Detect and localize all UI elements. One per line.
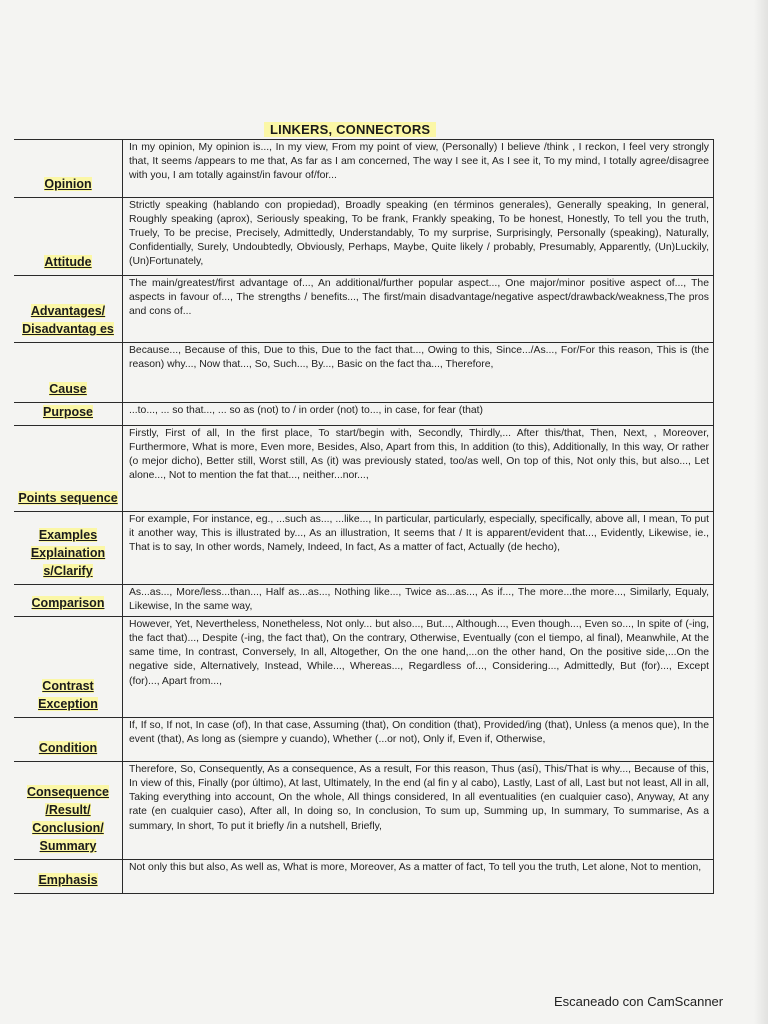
scanner-watermark: Escaneado con CamScanner <box>554 994 724 1009</box>
table-row <box>14 718 714 762</box>
linkers-table <box>14 139 714 894</box>
category-cell <box>14 860 123 894</box>
category-cell <box>14 198 123 276</box>
connectors-cell: However, Yet, Nevertheless, Nonetheless, Not only... but also..., But..., Although..., Even though..., Even so..., In spite of (-ing, the fact that)..., Despite (-ing, the fact that), On the contrary, Otherwise, Eventually (con el tiempo, al final), Meanwhile, At the same time, In contrast, Conversely, In all, Altogether, On the one hand,...on the other hand, On the positive side,...On the negative side, Alternatively, Instead, While..., Whereas..., Regardless of..., Considering..., Admittedly, But (for)..., Except (for)..., Apart from..., <box>123 617 714 718</box>
category-label: Purpose <box>42 405 93 419</box>
connectors-cell: Not only this but also, As well as, What is more, Moreover, As a matter of fact, To tell you the truth, Let alone, Not to mention, <box>123 860 714 894</box>
table-row <box>14 140 714 198</box>
table-row <box>14 762 714 860</box>
category-label: Attitude <box>44 255 92 269</box>
table-row <box>14 512 714 585</box>
category-cell <box>14 276 123 343</box>
page-title: LINKERS, CONNECTORS <box>264 122 436 137</box>
category-cell <box>14 426 123 512</box>
connectors-cell: As...as..., More/less...than..., Half as...as..., Nothing like..., Twice as...as..., As if..., The more...the more..., Similarly, Equaly, Likewise, In the same way, <box>123 585 714 617</box>
connectors-cell: Firstly, First of all, In the first place, To start/begin with, Secondly, Thirdly,... After this/that, Then, Next, , Moreover, Furthermore, What is more, Even more, Besides, Also, Apart from this, In addition (to this), Additionally, In this way, Or rather (o mejor dicho), Better still, Worst still, As (it) was previously stated, too/as well, On top of this, Not only this, but also..., Let alone..., Not to mention the fat that..., neither...nor..., <box>123 426 714 512</box>
connectors-cell: Because..., Because of this, Due to this, Due to the fact that..., Owing to this, Since.../As..., For/For this reason, This is (the reason) why..., Now that..., So, Such..., By..., Basic on the fact tha..., Therefore, <box>123 343 714 403</box>
category-label: Points sequence <box>18 491 118 505</box>
connectors-cell: In my opinion, My opinion is..., In my view, From my point of view, (Personally) I believe /think , I reckon, I feel very strongly that, It seems /appears to me that, As far as I am concerned, The way I see it, As I see it, To my mind, I totally agree/disagree with you, I am totally against/in favour of/for... <box>123 140 714 198</box>
table-row <box>14 343 714 403</box>
category-cell <box>14 585 123 617</box>
connectors-cell: Therefore, So, Consequently, As a consequence, As a result, For this reason, Thus (así), This/That is why..., Because of this, In view of this, Finally (por último), At last, Ultimately, In the end (al fin y al cabo), Lastly, Last of all, Last but not least, All in all, Taking everything into account, On the whole, All things considered, In all eventualities (en cualquier caso), Anyway, At any rate (en cualquier caso), After all, In doing so, In conclusion, To sum up, Summing up, In summary, To summarise, As a summary, In short, To put it briefly /in a nutshell, Briefly, <box>123 762 714 860</box>
category-label: Examples Explaination s/Clarify <box>30 528 106 578</box>
table-row <box>14 860 714 894</box>
table-row <box>14 403 714 426</box>
category-label: Comparison <box>31 596 105 611</box>
page-edge-shadow <box>754 0 768 1024</box>
category-cell <box>14 718 123 762</box>
category-label: Emphasis <box>38 873 98 888</box>
connectors-cell: If, If so, If not, In case (of), In that case, Assuming (that), On condition (that), Provided/ing (that), Unless (a menos que), In the event (that), As long as (siempre y cuando), Whether (...or not), Only if, Even if, Otherwise, <box>123 718 714 762</box>
category-cell <box>14 140 123 198</box>
connectors-cell: For example, For instance, eg., ...such as..., ...like..., In particular, particularly, especially, specifically, above all, I mean, To put it another way, This is illustrated by..., As an illustration, It seems that / It is apparent/evident that..., Evidently, Likewise, ie., That is to say, In other words, Namely, Indeed, In fact, As a matter of fact, Actually (de hecho), <box>123 512 714 585</box>
category-label: Opinion <box>44 177 92 191</box>
connectors-cell: Strictly speaking (hablando con propiedad), Broadly speaking (en términos generales), Generally speaking, In general, Roughly speaking (aprox), Seriously speaking, To be frank, Frankly speaking, To be honest, Honestly, To tell you the truth, Truely, To be precise, Precisely, Admittedly, Understandably, To my surprise, Surprisingly, Personally (speaking), Naturally, Confidentially, Surely, Undoubtedly, Obviously, Perhaps, Maybe, Quite likely / probably, Presumably, Apparently, (Un)Luckily,(Un)Fortunately, <box>123 198 714 276</box>
table-row <box>14 276 714 343</box>
category-cell <box>14 343 123 403</box>
category-cell <box>14 512 123 585</box>
connectors-cell: The main/greatest/first advantage of..., An additional/further popular aspect..., One major/minor positive aspect of..., The aspects in favour of..., The strengths / benefits..., The first/main disadvantage/negative aspect/drawback/weakness,The pros and cons of... <box>123 276 714 343</box>
category-label: Contrast Exception <box>38 679 98 712</box>
category-label: Condition <box>38 741 98 756</box>
category-label: Consequence /Result/ Conclusion/ Summary <box>27 785 109 854</box>
category-label: Advantages/ Disadvantag es <box>22 304 114 336</box>
table-row <box>14 198 714 276</box>
category-cell <box>14 617 123 718</box>
connectors-cell: ...to..., ... so that..., ... so as (not) to / in order (not) to..., in case, for fear (that) <box>123 403 714 426</box>
table-row <box>14 585 714 617</box>
table-row <box>14 617 714 718</box>
category-cell <box>14 403 123 426</box>
category-cell <box>14 762 123 860</box>
table-row <box>14 426 714 512</box>
category-label: Cause <box>49 382 87 396</box>
